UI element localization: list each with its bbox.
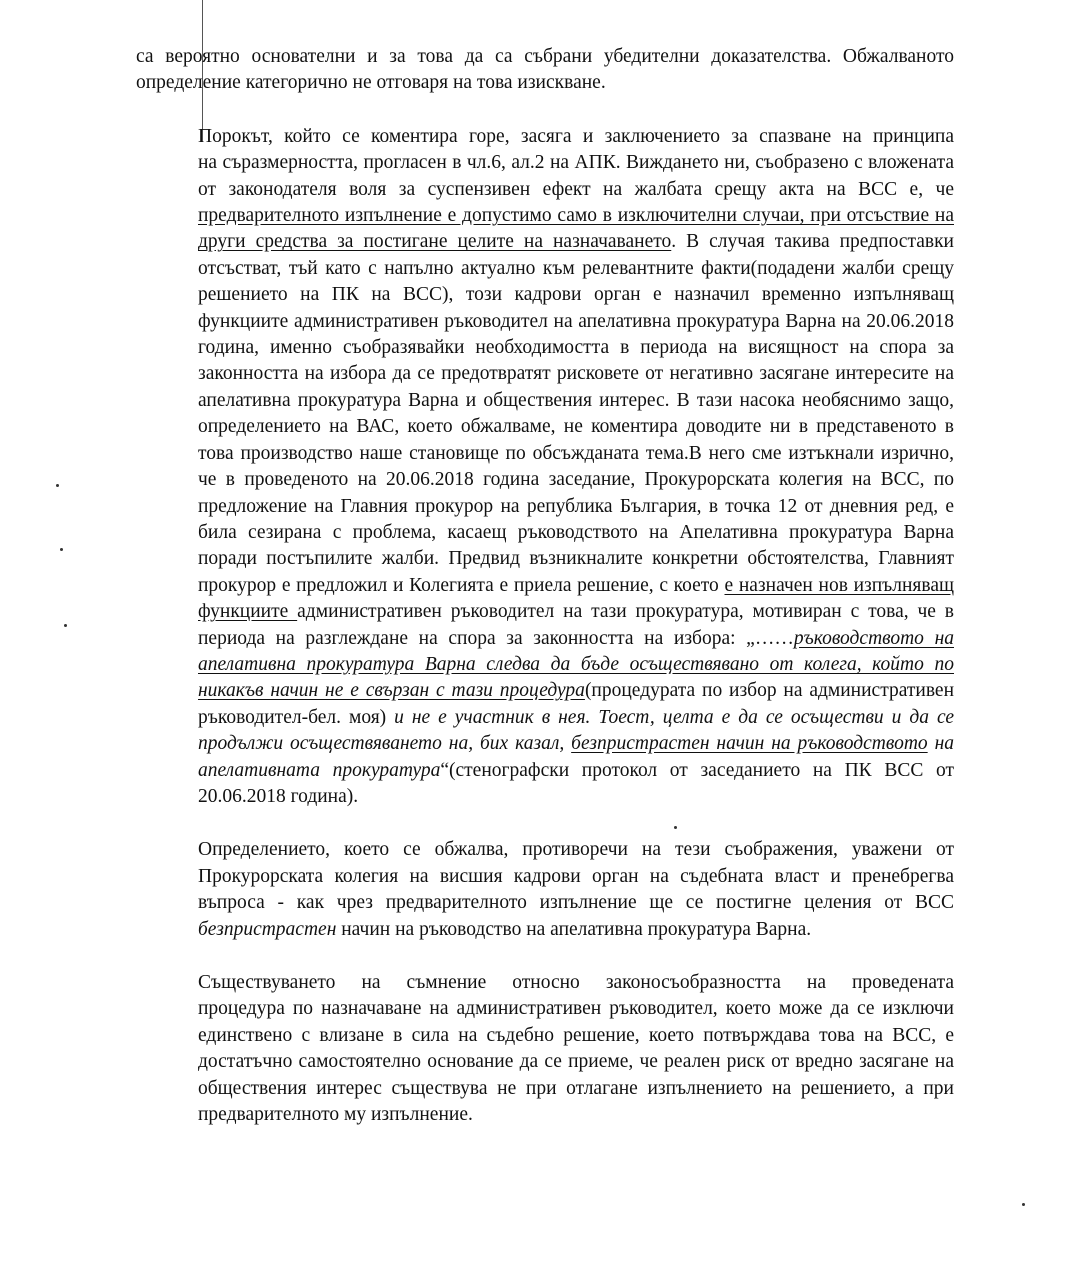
- text-line: [136, 124, 954, 150]
- text-run: е назначен нов изпълняващ: [724, 574, 954, 596]
- text-line: [136, 467, 954, 493]
- text-line: [136, 1076, 954, 1102]
- text-run: апелативна прокуратура Варна и обществения интерес. В тази насока необяснимо защо,: [198, 389, 954, 411]
- text-line: [136, 678, 954, 704]
- text-run: предложение на Главния прокурор на република България, в точка 12 от дневния ред, е: [198, 495, 954, 517]
- text-run: продължи осъществяването на, бих казал,: [198, 733, 572, 755]
- text-run: достатъчно самостоятелно основание да се приеме, че реален риск от вредно засягане на: [198, 1051, 954, 1073]
- text-line: [136, 837, 954, 863]
- text-run: ръководител-бел. моя): [198, 706, 395, 728]
- text-line: [136, 520, 954, 546]
- text-run: и не е участник в нея. Тоест, целта е да се осъществи и да се: [394, 706, 954, 728]
- text-run: определение категорично не отговаря на това изискване.: [136, 72, 606, 94]
- text-line: [136, 282, 954, 308]
- text-run: законността на избора да се предотвратят рисковете от негативно засягане интересите на: [198, 363, 954, 385]
- text-line: [136, 1102, 954, 1128]
- text-run: била сезирана с проблема, касаещ ръководството на Апелативна прокуратура Варна: [198, 521, 954, 543]
- document-body: [136, 44, 954, 1155]
- text-run: ръководството на: [793, 627, 954, 649]
- text-run: апелативна прокуратура Варна следва да бъде осъществявано от колега, който по: [198, 653, 954, 675]
- text-run: на съразмерността, прогласен в чл.6, ал.2 на АПК. Виждането ни, съобразено с вложената: [198, 152, 954, 174]
- text-run: никакъв начин не е свързан с тази процедура: [198, 680, 585, 702]
- text-line: [136, 70, 954, 96]
- text-run: година, именно съобразявайки необходимостта в периода на висящност на спора за: [198, 337, 954, 359]
- text-line: [136, 599, 954, 625]
- text-line: [136, 203, 954, 229]
- text-run: определението на ВАС, което обжалваме, не коментира доводите ни в представеното в: [198, 416, 954, 438]
- text-run: на: [927, 733, 954, 755]
- text-run: от законодателя воля за суспензивен ефект на жалбата срещу акта на ВСС е, че: [198, 178, 954, 200]
- text-line: [136, 917, 954, 943]
- text-line: [136, 335, 954, 361]
- text-run: Определението, което се обжалва, противоречи на тези съображения, уважени от: [198, 839, 954, 861]
- text-line: [136, 970, 954, 996]
- text-run: апелативната прокуратура: [198, 759, 441, 781]
- text-run: единствено с влизане в сила на съдебно решение, което потвърждава това на ВСС, е: [198, 1024, 954, 1046]
- text-line: [136, 177, 954, 203]
- text-run: други средства за постигане целите на назначаването: [198, 231, 672, 253]
- text-line: [136, 864, 954, 890]
- scan-speck: [56, 484, 59, 487]
- text-run: са вероятно основателни и за това да са събрани убедителни доказателства. Обжалваното: [136, 46, 954, 67]
- paragraph-p3: [136, 837, 954, 943]
- text-line: [136, 573, 954, 599]
- text-run: начин на ръководство на апелативна прокуратура Варна.: [336, 918, 812, 940]
- text-line: [136, 1023, 954, 1049]
- text-line: [136, 705, 954, 731]
- text-line: [136, 626, 954, 652]
- scan-speck: [1022, 1203, 1025, 1206]
- paragraph-p4: [136, 970, 954, 1128]
- text-line: [136, 229, 954, 255]
- text-run: че в проведеното на 20.06.2018 година заседание, Прокурорската колегия на ВСС, по: [198, 469, 954, 491]
- scan-speck: [64, 624, 67, 627]
- text-line: [136, 652, 954, 678]
- text-run: решението на ПК на ВСС), този кадрови орган е назначил временно изпълняващ: [198, 284, 954, 306]
- text-run: обществения интерес съществува не при отлагане изпълнението на решението, а при: [198, 1077, 954, 1099]
- text-line: [136, 1049, 954, 1075]
- text-line: [136, 414, 954, 440]
- text-run: Съществуването на съмнение относно законосъобразността на проведената: [198, 972, 954, 993]
- text-run: процедура по назначаване на административен ръководител, което може да се изключи: [198, 998, 954, 1020]
- text-line: [136, 150, 954, 176]
- text-run: прокурор е предложил и Колегията е приела решение, с което: [198, 574, 725, 596]
- text-run: периода на разглеждане на спора за законността на избора: „……: [198, 627, 794, 649]
- text-run: функциите: [198, 601, 298, 623]
- text-line: [136, 996, 954, 1022]
- text-run: това производство наше становище по обсъжданата тема.В него сме изтъкнали изрично,: [198, 442, 954, 464]
- text-line: [136, 758, 954, 784]
- text-line: [136, 309, 954, 335]
- text-run: . В случая такива предпоставки: [671, 231, 954, 253]
- text-line: [136, 494, 954, 520]
- text-run: 20.06.2018 година).: [198, 785, 359, 807]
- text-run: въпроса - как чрез предварителното изпълнение ще се постигне целения от ВСС: [198, 892, 954, 914]
- scan-speck: [60, 548, 63, 551]
- text-run: предварителното изпълнение е допустимо само в изключителни случаи, при отсъствие на: [198, 205, 954, 227]
- text-line: [136, 441, 954, 467]
- text-run: безпристрастен начин на ръководството: [571, 733, 928, 755]
- text-line: [136, 388, 954, 414]
- text-run: (процедурата по избор на административен: [584, 680, 954, 702]
- paragraph-p1: [136, 44, 954, 97]
- text-run: Прокурорската колегия на висшия кадрови орган на съдебната власт и пренебрегва: [198, 865, 954, 887]
- text-line: [136, 256, 954, 282]
- text-line: [136, 546, 954, 572]
- text-line: [136, 890, 954, 916]
- text-run: безпристрастен: [198, 918, 337, 940]
- text-run: административен ръководител на тази прокуратура, мотивиран с това, че в: [297, 601, 954, 623]
- text-run: “(стенографски протокол от заседанието на ПК ВСС от: [440, 759, 954, 781]
- text-run: отсъстват, тъй като с напълно актуално към релевантните факти(подадени жалби срещу: [198, 257, 954, 279]
- text-run: предварителното му изпълнение.: [198, 1104, 473, 1126]
- text-run: поради постъпилите жалби. Предвид възникналите конкретни обстоятелства, Главният: [198, 548, 954, 570]
- text-run: функциите административен ръководител на апелативна прокуратура Варна на 20.06.2018: [198, 310, 954, 332]
- paragraph-p2: [136, 124, 954, 811]
- text-line: [136, 44, 954, 70]
- text-line: [136, 731, 954, 757]
- text-run: Порокът, който се коментира горе, засяга и заключението за спазване на принципа: [198, 125, 954, 147]
- text-line: [136, 361, 954, 387]
- text-line: [136, 784, 954, 810]
